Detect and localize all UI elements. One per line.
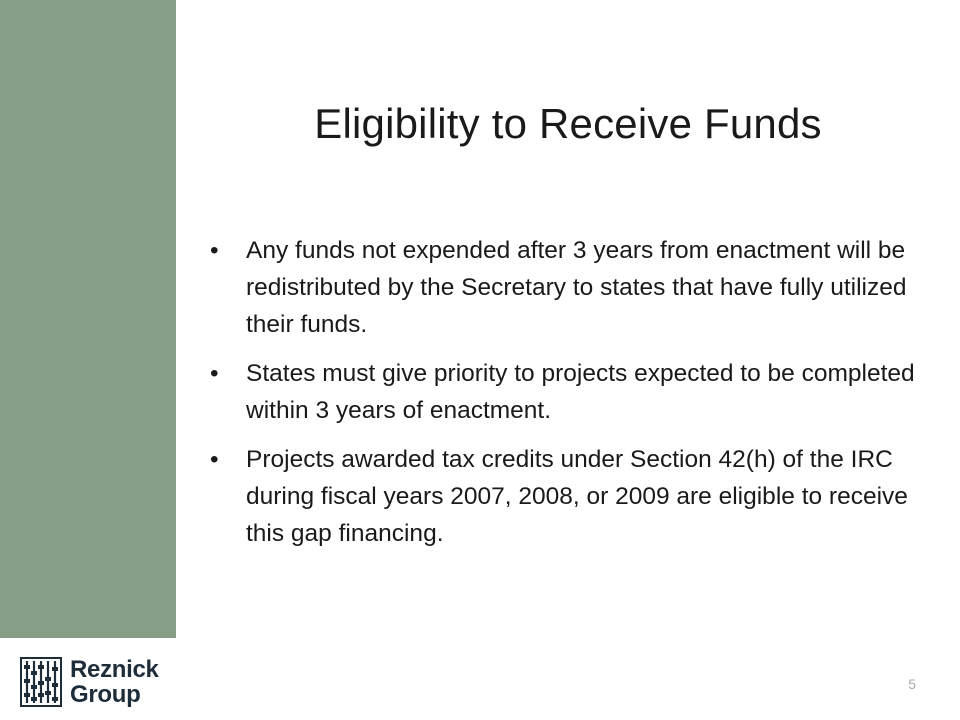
bullet-text: States must give priority to projects expected to be completed within 3 years of enactment. [246, 360, 915, 424]
logo-line-2: Group [70, 681, 141, 708]
slide-title: Eligibility to Receive Funds [314, 100, 822, 147]
bullet-text: Projects awarded tax credits under Section 42(h) of the IRC during fiscal years 2007, 2008, or 2009 are eligible to receive this gap financing. [246, 446, 908, 547]
bullet-item [208, 441, 928, 552]
bullet-text: Any funds not expended after 3 years from enactment will be redistributed by the Secretary to states that have fully utilized their funds. [246, 237, 907, 338]
side-band [0, 0, 176, 638]
logo-line-1: Reznick [70, 656, 159, 683]
page-number: 5 [908, 676, 916, 692]
bullet-item [208, 232, 928, 343]
company-logo [20, 654, 159, 710]
bullet-item [208, 355, 928, 429]
bullet-dot-icon: • [210, 237, 219, 264]
bullet-dot-icon: • [210, 360, 219, 387]
bullet-list [208, 232, 928, 564]
logo-wordmark [70, 657, 159, 707]
bullet-dot-icon: • [210, 446, 219, 473]
reznick-logo-mark-icon [20, 657, 62, 707]
